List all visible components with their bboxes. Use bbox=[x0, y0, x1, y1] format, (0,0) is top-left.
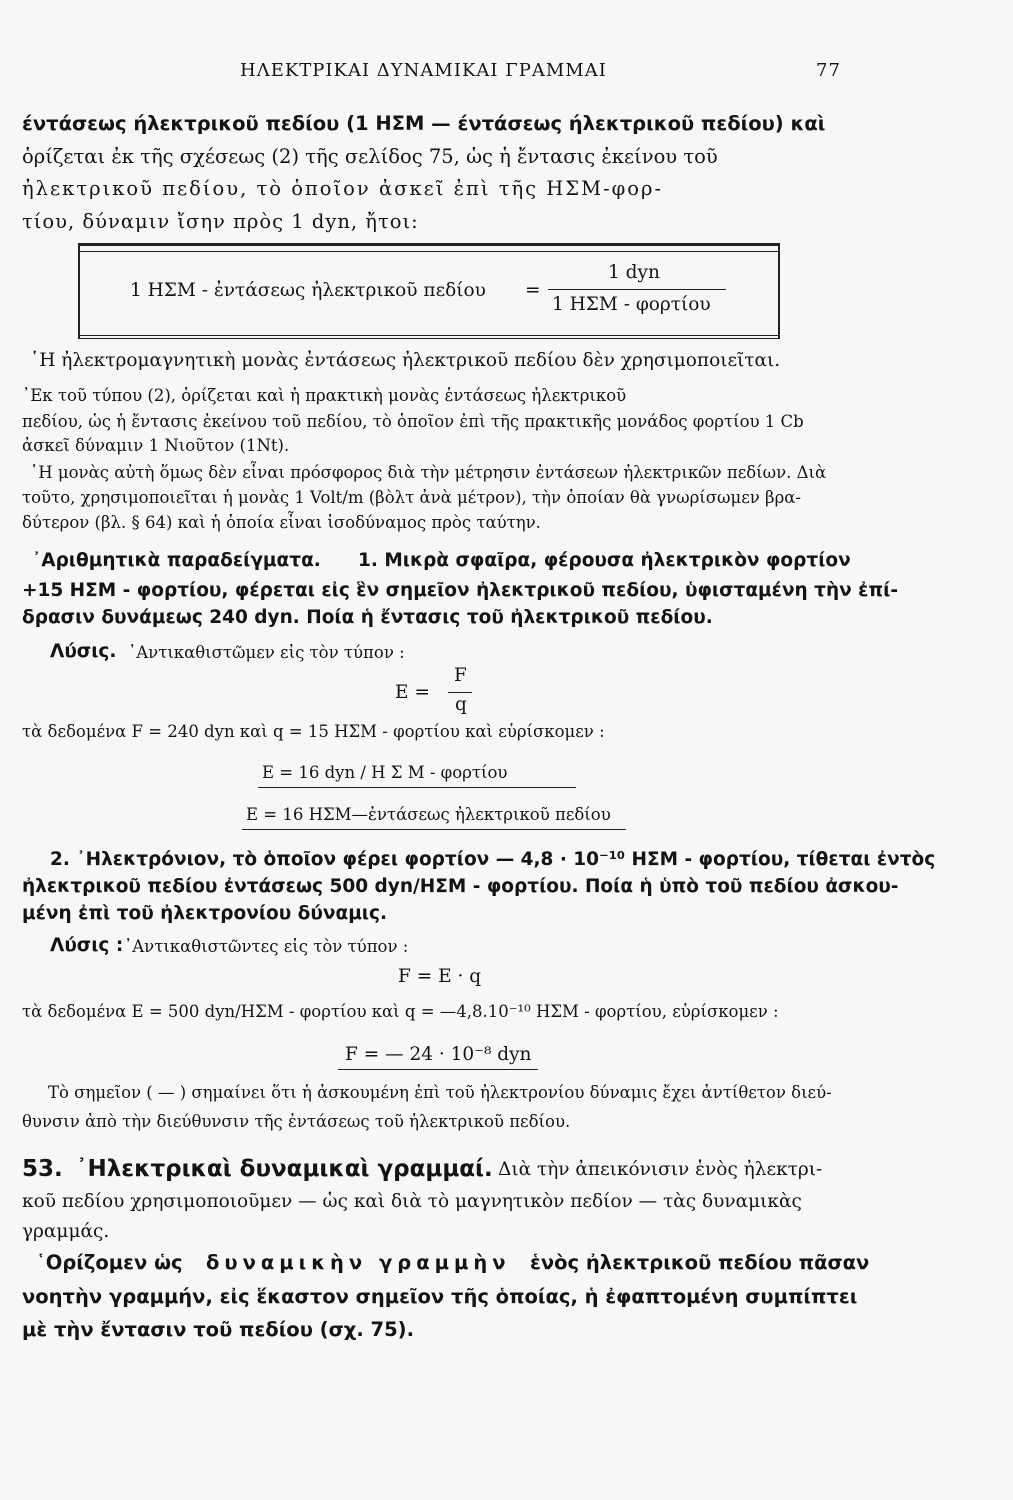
boxed-formula-denominator: 1 ΗΣΜ - φορτίου bbox=[552, 294, 711, 315]
intro-line-3: ἠλεκτρικοῦ πεδίου, τὸ ὁποῖον ἀσκεῖ ἐπὶ τῆς ΗΣΜ-φορ- bbox=[22, 177, 664, 200]
sign-note-line-2: θυνσιν ἀπὸ τὴν διεύθυνσιν τῆς ἐντάσεως τοῦ ἠλεκτρικοῦ πεδίου. bbox=[22, 1112, 571, 1131]
formula-e-fraction-bar bbox=[448, 692, 472, 693]
section-53-line-2: κοῦ πεδίου χρησιμοποιοῦμεν — ὡς καὶ διὰ τὸ μαγνητικὸν πεδίον — τὰς δυναμικὰς bbox=[22, 1191, 802, 1212]
example-2-line-1: 2. ᾿Ηλεκτρόνιον, τὸ ὁποῖον φέρει φορτίον — 4,8 · 10⁻¹⁰ ΗΣΜ - φορτίου, τίθεται ἐντὸς bbox=[50, 849, 936, 870]
boxed-formula-equals: = bbox=[525, 280, 541, 301]
boxed-formula-lhs: 1 ΗΣΜ - ἐντάσεως ἠλεκτρικοῦ πεδίου bbox=[130, 280, 486, 301]
examples-heading: ᾿Αριθμητικὰ παραδείγματα. bbox=[32, 550, 321, 571]
intro-line-1: έντάσεως ήλεκτρικοῦ πεδίου (1 ΗΣΜ — έντάσεως ήλεκτρικοῦ πεδίου) καὶ bbox=[22, 112, 826, 135]
note-practical-unit-line-3: ἀσκεῖ δύναμιν 1 Νιοῦτον (1Nt). bbox=[22, 436, 290, 455]
solution-2-data: τὰ δεδομένα E = 500 dyn/ΗΣΜ - φορτίου καὶ q = —4,8.10⁻¹⁰ ΗΣΜ - φορτίου, εὑρίσκομεν : bbox=[22, 1002, 779, 1021]
result-1b-underline bbox=[242, 829, 626, 830]
result-1a: E = 16 dyn / Η Σ Μ - φορτίου bbox=[262, 763, 508, 782]
example-1-line-3: δρασιν δυνάμεως 240 dyn. Ποία ἡ ἔντασις τοῦ ἠλεκτρικοῦ πεδίου. bbox=[22, 607, 713, 628]
definition-line-1-c: ἑνὸς ἠλεκτρικοῦ πεδίου πᾶσαν bbox=[530, 1251, 870, 1274]
solution-2-text: ᾿Αντικαθιστῶντες εἰς τὸν τύπον : bbox=[124, 937, 409, 956]
solution-1-label: Λύσις. bbox=[50, 641, 117, 662]
boxed-formula-fraction-bar bbox=[548, 289, 726, 290]
solution-1-text: ᾿Αντικαθιστῶμεν εἰς τὸν τύπον : bbox=[128, 643, 405, 662]
definition-line-2: νοητὴν γραμμήν, εἰς ἕκαστον σημεῖον τῆς ὁποίας, ἡ ἐφαπτομένη συμπίπτει bbox=[22, 1285, 858, 1308]
sign-note-line-1: Τὸ σημεῖον ( — ) σημαίνει ὅτι ἡ ἀσκουμένη ἐπὶ τοῦ ἠλεκτρονίου δύναμις ἔχει ἀντίθετον διεύ- bbox=[48, 1083, 832, 1102]
intro-line-4: τίου, δύναμιν ἴσην πρὸς 1 dyn, ἤτοι: bbox=[22, 210, 419, 233]
result-1a-underline bbox=[258, 787, 576, 788]
result-2-underline bbox=[338, 1069, 538, 1070]
boxed-formula-numerator: 1 dyn bbox=[608, 262, 660, 283]
example-2-line-3: μένη ἐπὶ τοῦ ἠλεκτρονίου δύναμις. bbox=[22, 903, 388, 924]
formula-e-lhs: E = bbox=[395, 682, 430, 703]
section-53-heading: ᾿Ηλεκτρικαὶ δυναμικαὶ γραμμαί. bbox=[76, 1156, 493, 1182]
definition-line-1-a: ῾Ορίζομεν ὡς bbox=[36, 1251, 183, 1274]
result-2: F = — 24 · 10⁻⁸ dyn bbox=[345, 1044, 532, 1065]
formula-box-rule bbox=[78, 251, 780, 252]
example-1-line-1: 1. Μικρὰ σφαῖρα, φέρουσα ἠλεκτρικὸν φορτίον bbox=[358, 550, 851, 571]
definition-term: δυναμικὴν γραμμὴν bbox=[206, 1251, 511, 1274]
intro-line-2: ὁρίζεται ἐκ τῆς σχέσεως (2) τῆς σελίδος 75, ὡς ἡ ἔντασις ἐκείνου τοῦ bbox=[22, 145, 718, 168]
note-volt-line-3: δύτερον (βλ. § 64) καὶ ἡ ὁποία εἶναι ἰσοδύναμος πρὸς ταύτην. bbox=[22, 513, 541, 532]
page-number: 77 bbox=[816, 60, 841, 81]
running-header-title: ΗΛΕΚΤΡΙΚΑΙ ΔΥΝΑΜΙΚΑΙ ΓΡΑΜΜΑΙ bbox=[240, 60, 607, 81]
formula-e-numerator: F bbox=[454, 665, 467, 686]
result-1b: E = 16 ΗΣΜ—ἐντάσεως ἠλεκτρικοῦ πεδίου bbox=[246, 805, 611, 824]
formula-box-bottom-rule bbox=[78, 335, 780, 339]
note-emu-unit: ῾Η ἠλεκτρομαγνητικὴ μονὰς ἐντάσεως ἠλεκτρικοῦ πεδίου δὲν χρησιμοποιεῖται. bbox=[30, 350, 781, 371]
note-practical-unit-line-1: ᾿Εκ τοῦ τύπου (2), ὁρίζεται καὶ ἡ πρακτικὴ μονὰς ἐντάσεως ἠλεκτρικοῦ bbox=[22, 386, 627, 405]
formula-f: F = E · q bbox=[398, 966, 482, 987]
example-1-line-2: +15 ΗΣΜ - φορτίου, φέρεται εἰς ἓν σημεῖον ἠλεκτρικοῦ πεδίου, ὑφισταμένη τὴν ἐπί- bbox=[22, 580, 899, 601]
section-53-line-1: Διὰ τὴν ἀπεικόνισιν ἑνὸς ἠλεκτρι- bbox=[498, 1159, 823, 1180]
section-53-number: 53. bbox=[22, 1156, 63, 1182]
note-volt-line-1: ῾Η μονὰς αὐτὴ ὅμως δὲν εἶναι πρόσφορος διὰ τὴν μέτρησιν ἐντάσεων ἠλεκτρικῶν πεδίων. Διὰ bbox=[30, 463, 827, 482]
note-practical-unit-line-2: πεδίου, ὡς ἡ ἔντασις ἐκείνου τοῦ πεδίου, τὸ ὁποῖον ἐπὶ τῆς πρακτικῆς μονάδος φορτίου 1 Cb bbox=[22, 412, 804, 431]
example-2-line-2: ἠλεκτρικοῦ πεδίου ἐντάσεως 500 dyn/ΗΣΜ - φορτίου. Ποία ἡ ὑπὸ τοῦ πεδίου ἀσκου- bbox=[22, 876, 899, 897]
definition-line-3: μὲ τὴν ἔντασιν τοῦ πεδίου (σχ. 75). bbox=[22, 1318, 414, 1341]
note-volt-line-2: τοῦτο, χρησιμοποιεῖται ἡ μονὰς 1 Volt/m (βὸλτ ἀνὰ μέτρον), τὴν ὁποίαν θὰ γνωρίσωμεν βρα- bbox=[22, 488, 801, 507]
solution-1-data: τὰ δεδομένα F = 240 dyn καὶ q = 15 ΗΣΜ - φορτίου καὶ εὑρίσκομεν : bbox=[22, 722, 605, 741]
section-53-line-3: γραμμάς. bbox=[22, 1221, 110, 1242]
formula-e-denominator: q bbox=[455, 694, 467, 715]
solution-2-label: Λύσις : bbox=[50, 935, 124, 956]
